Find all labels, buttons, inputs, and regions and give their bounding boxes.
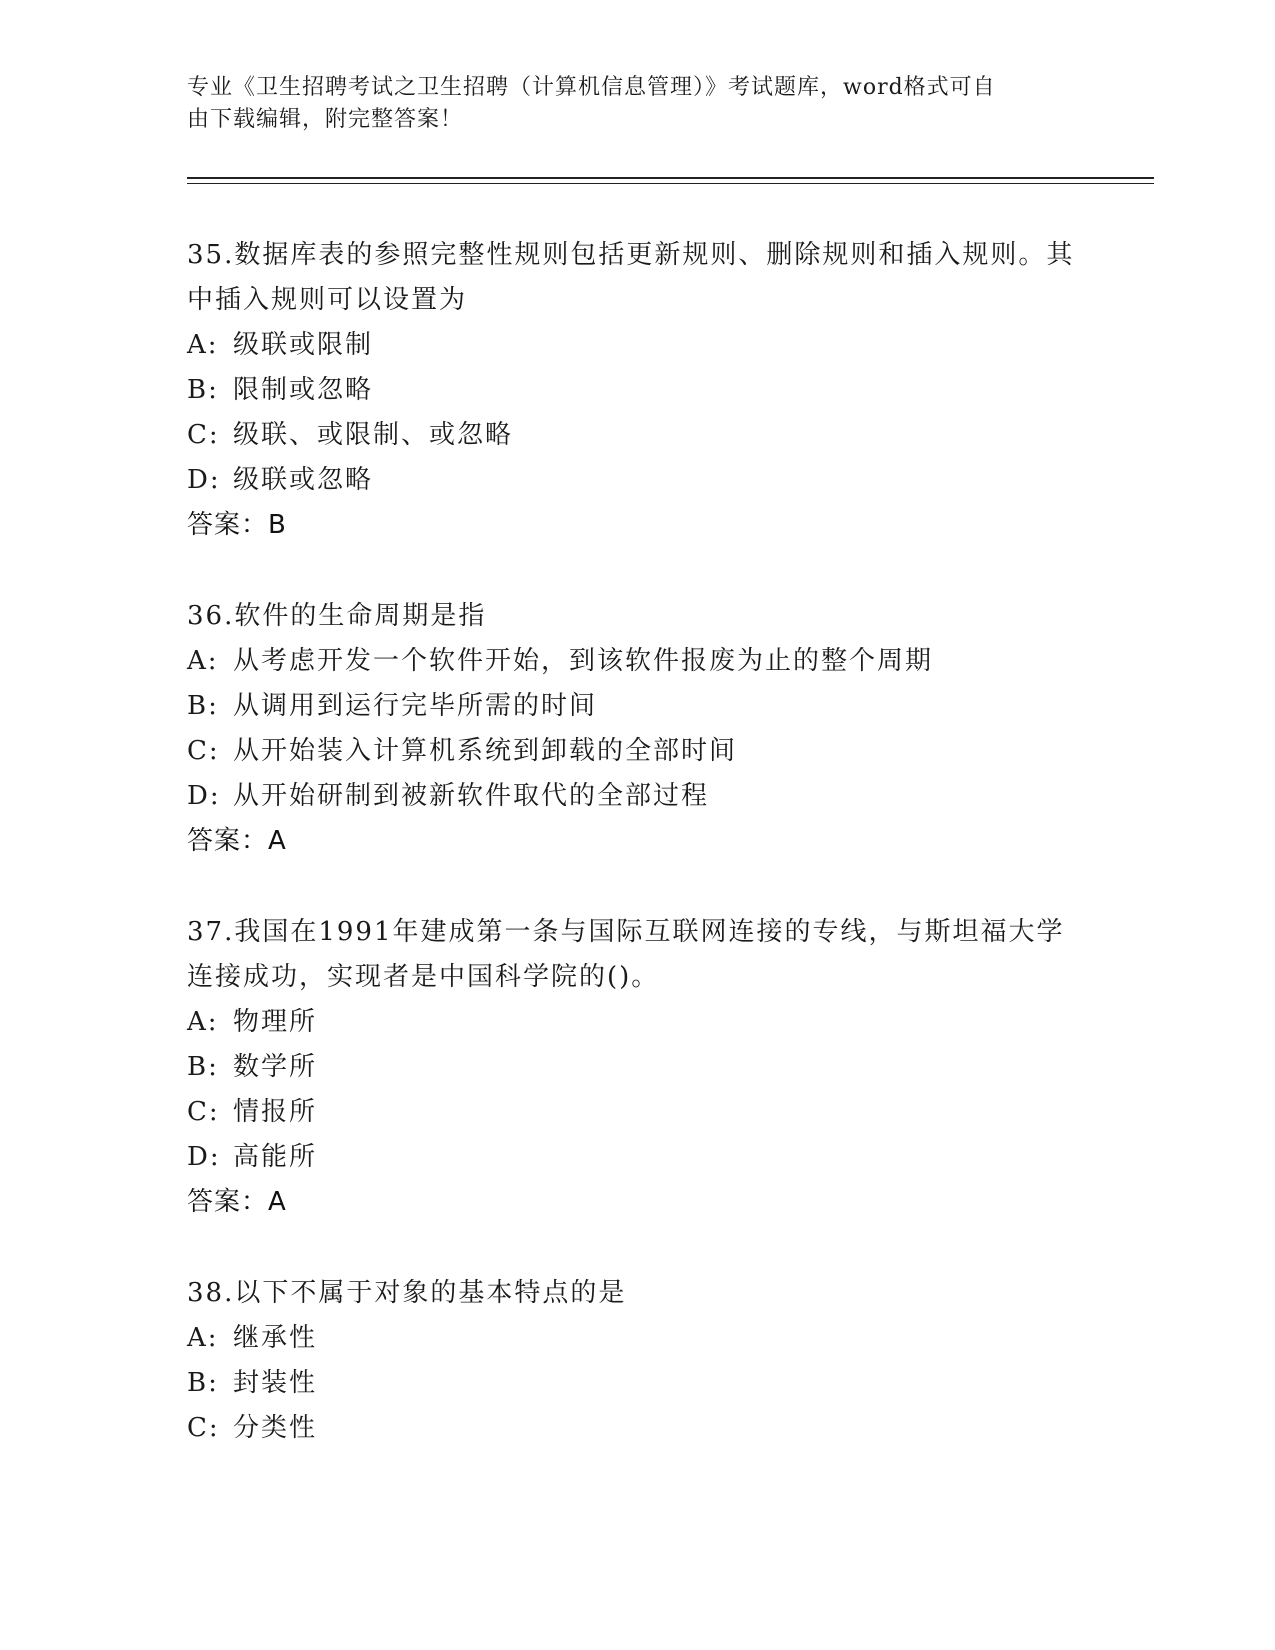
question-35 xyxy=(187,233,1087,548)
option-letter: C: xyxy=(187,1097,220,1127)
option-text: 从考虑开发一个软件开始，到该软件报废为止的整个周期 xyxy=(233,646,934,676)
option-text: 物理所 xyxy=(233,1007,318,1037)
option-c xyxy=(187,1406,1087,1451)
option-text: 从调用到运行完毕所需的时间 xyxy=(233,691,598,721)
question-text: 38.以下不属于对象的基本特点的是 xyxy=(187,1278,627,1308)
option-letter: C: xyxy=(187,736,220,766)
answer-line: 答案：A xyxy=(187,1187,287,1217)
header-line-1: 专业《卫生招聘考试之卫生招聘（计算机信息管理）》考试题库，word格式可自 xyxy=(187,75,996,100)
option-letter: D: xyxy=(187,781,221,811)
option-b xyxy=(187,1045,1087,1090)
option-b xyxy=(187,684,1087,729)
header-line-2: 由下载编辑，附完整答案！ xyxy=(187,107,464,132)
option-c xyxy=(187,729,1087,774)
option-c xyxy=(187,413,1087,458)
option-c xyxy=(187,1090,1087,1135)
option-d xyxy=(187,774,1087,819)
option-d xyxy=(187,1135,1087,1180)
question-37 xyxy=(187,910,1087,1225)
option-text: 级联或忽略 xyxy=(233,465,374,495)
question-text: 36.软件的生命周期是指 xyxy=(187,601,487,631)
question-36 xyxy=(187,594,1087,864)
option-text: 高能所 xyxy=(233,1142,318,1172)
option-text: 分类性 xyxy=(233,1413,318,1443)
option-text: 限制或忽略 xyxy=(233,375,374,405)
option-letter: A: xyxy=(187,1007,219,1037)
option-b xyxy=(187,368,1087,413)
option-letter: A: xyxy=(187,330,219,360)
question-text: 37.我国在1991年建成第一条与国际互联网连接的专线，与斯坦福大学连接成功，实现者是中国科学院的()。 xyxy=(187,917,1065,992)
question-text: 35.数据库表的参照完整性规则包括更新规则、删除规则和插入规则。其中插入规则可以设置为 xyxy=(187,240,1075,315)
option-text: 级联或限制 xyxy=(233,330,374,360)
option-letter: B: xyxy=(187,691,219,721)
option-d xyxy=(187,458,1087,503)
option-letter: B: xyxy=(187,1368,219,1398)
option-letter: A: xyxy=(187,1323,219,1353)
answer-line: 答案：A xyxy=(187,826,287,856)
option-letter: C: xyxy=(187,1413,220,1443)
answer-line: 答案：B xyxy=(187,510,287,540)
option-b xyxy=(187,1361,1087,1406)
option-letter: A: xyxy=(187,646,219,676)
option-letter: B: xyxy=(187,1052,219,1082)
option-text: 情报所 xyxy=(233,1097,318,1127)
option-a xyxy=(187,1316,1087,1361)
header-divider-thin xyxy=(187,183,1154,184)
header-divider-thick xyxy=(187,177,1154,179)
option-letter: C: xyxy=(187,420,220,450)
option-a xyxy=(187,639,1087,684)
question-38 xyxy=(187,1271,1087,1451)
option-letter: D: xyxy=(187,465,221,495)
option-text: 继承性 xyxy=(233,1323,318,1353)
option-letter: D: xyxy=(187,1142,221,1172)
document-header xyxy=(187,72,1067,136)
question-list xyxy=(187,233,1087,1497)
option-text: 数学所 xyxy=(233,1052,318,1082)
option-text: 级联、或限制、或忽略 xyxy=(233,420,514,450)
option-a xyxy=(187,323,1087,368)
option-text: 从开始装入计算机系统到卸载的全部时间 xyxy=(233,736,738,766)
option-text: 从开始研制到被新软件取代的全部过程 xyxy=(233,781,710,811)
option-text: 封装性 xyxy=(233,1368,318,1398)
option-a xyxy=(187,1000,1087,1045)
option-letter: B: xyxy=(187,375,219,405)
